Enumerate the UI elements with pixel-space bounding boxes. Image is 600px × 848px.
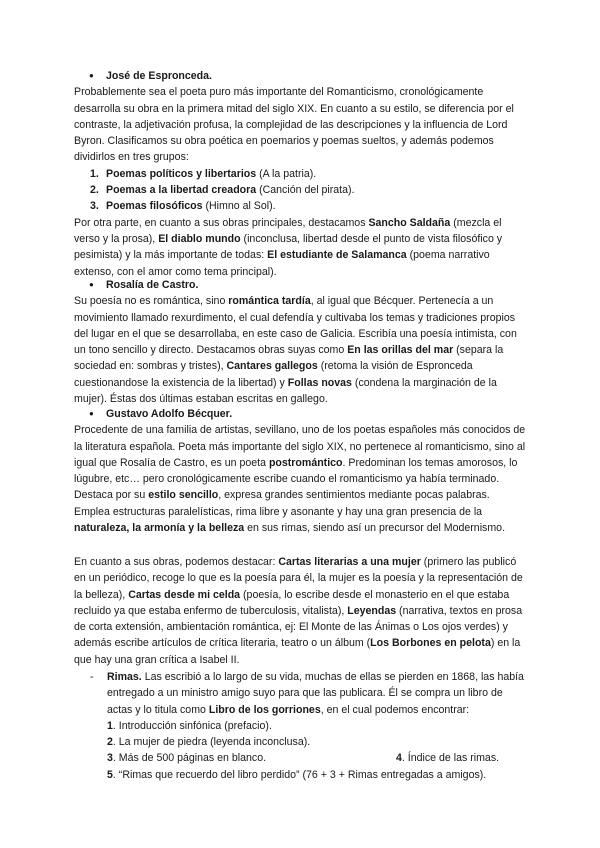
rimas-part: 5. “Rimas que recuerdo del libro perdido” (76 + 3 + Rimas entregadas a amigos). (107, 768, 487, 781)
rimas-part: 2. La mujer de piedra (leyenda inconclusa). (107, 736, 311, 749)
list-number: 2. (90, 184, 99, 197)
becquer-paragraph-1: Procedente de una familia de artistas, sevillano, uno de los poetas españoles más conocidos de la literatura española. Poeta más importante del siglo XIX, no pertenece al romanticismo, sino al igual que Rosalía de Castro, es un poeta postromántico. Predominan los temas amorosos, lo lúgubre, etc… pero cronológicamente escribe cuando el romanticismo ya había terminado. Destaca por su estilo sencillo, expresa grandes sentimientos mediante pocas palabras. Emplea estructuras paralelísticas, rima libre y asonante y hay una gran presencia de la naturaleza, la armonía y la belleza en sus rimas, siendo así un precursor del Modernismo. (74, 424, 526, 535)
work-title: El diablo mundo (158, 232, 241, 245)
espronceda-works: Por otra parte, en cuanto a sus obras principales, destacamos Sancho Saldaña (mezcla el verso y la prosa), El diablo mundo (inconclusa, libertad desde el punto de vista filosófico y pesimista) y la más importante de todas: El estudiante de Salamanca (poema narrativo extenso, con el amor como tema principal). (74, 216, 503, 278)
list-item (90, 182, 526, 198)
rimas-section (74, 669, 526, 783)
list-item (90, 166, 526, 182)
list-number: 1. (90, 167, 99, 180)
work-title: Sancho Saldaña (368, 216, 451, 229)
rosalia-body: Su poesía no es romántica, sino romántica tardía, al igual que Bécquer. Pertenecía a un movimiento llamado rexurdimento, el cual defendía y cultivaba los temas y tradiciones propios del lugar en el que se desarrollaba, en este caso de Galicia. Escribía una poesía intimista, con un tono sencillo y directo. Destacamos obras suyas como En las orillas del mar (separa la sociedad en: sombras y tristes), Cantares gallegos (retoma la visión de Espronceda cuestionandose la existencia de la libertad) y Follas novas (condena la marginación de la mujer). Éstas dos últimas estaban escritas en gallego. (74, 295, 517, 406)
section-espronceda (74, 68, 526, 280)
heading-espronceda: ● José de Espronceda. (74, 68, 526, 84)
group-note: (A la patria). (256, 167, 317, 180)
heading-becquer: ● Gustavo Adolfo Bécquer. (74, 406, 526, 422)
group-title: Poemas filosóficos (106, 200, 203, 213)
list-number: 3. (90, 200, 99, 213)
group-title: Poemas políticos y libertarios (106, 167, 257, 180)
espronceda-groups (74, 166, 526, 215)
group-note: (Himno al Sol). (202, 200, 276, 213)
espronceda-intro: Probablemente sea el poeta puro más importante del Romanticismo, cronológicamente desarrolla su obra en la primera mitad del siglo XIX. En cuanto a su estilo, se diferencia por el contraste, la adjetivación profusa, la complejidad de las descripciones y la influencia de Lord Byron. Clasificamos su obra poética en poemarios y poemas sueltos, y además podemos dividirlos en tres grupos: (74, 86, 514, 164)
rimas-part: 3. Más de 500 páginas en blanco. 4. Índice de las rimas. (107, 750, 526, 766)
becquer-paragraph-2: En cuanto a sus obras, podemos destacar: Cartas literarias a una mujer (primero las publicó en un periódico, recoge lo que es la poesía para él, la mujer es la poesía y la representación de la belleza), Cartas desde mi celda (poesía, lo escribe desde el monasterio en el que estaba recluido ya que estaba enfermo de tuberculosis, vitalista), Leyendas (narrativa, textos en prosa de corta extensión, ambientación romántica, ej: El Monte de las Ánimas o Los ojos verdes) y además escribe artículos de crítica literaria, teatro o un álbum (Los Borbones en pelota) en la que hay una gran crítica a Isabel II. (74, 556, 523, 666)
group-title: Poemas a la libertad creadora (106, 184, 257, 197)
group-note: (Canción del pirata). (256, 184, 355, 197)
heading-rosalia: ● Rosalía de Castro. (74, 277, 526, 293)
rimas-part-4: 4. Índice de las rimas. (396, 752, 500, 765)
rimas-body: Rimas. Las escribió a lo largo de su vida, muchas de ellas se pierden en 1868, las había entregado a un ministro amigo suyo para que las publicara. Él se compra un libro de actas y lo titula como Libro de los gorriones, en el cual podemos encontrar: (107, 671, 524, 716)
list-item (90, 198, 526, 214)
section-becquer (74, 406, 526, 536)
rimas-item (74, 669, 526, 783)
rimas-part: 1. Introducción sinfónica (prefacio). (107, 719, 272, 732)
dash-bullet: - (90, 671, 94, 683)
becquer-works (74, 554, 526, 668)
work-title: El estudiante de Salamanca (267, 249, 407, 262)
section-rosalia (74, 277, 526, 407)
